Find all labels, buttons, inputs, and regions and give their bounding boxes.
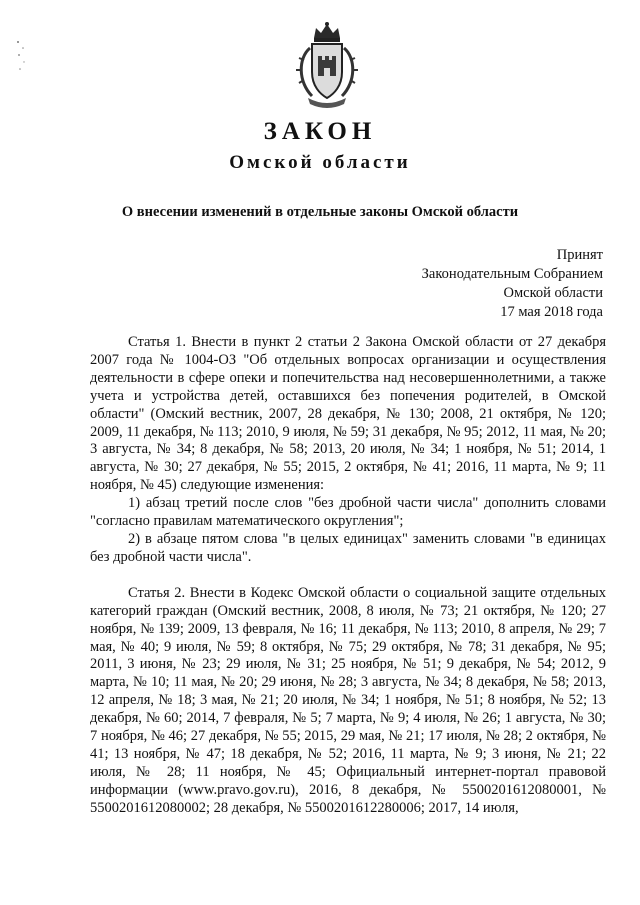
document-body (90, 334, 606, 818)
article-1-text: Статья 1. Внести в пункт 2 статьи 2 Закона Омской области от 27 декабря 2007 года № 1004-ОЗ "Об отдельных вопросах организации и осуществления деятельности в сфере опеки и попечительства над несовершеннолетними, а также учета и устройства детей, оставшихся без попечения родителей, в Омской области" (Омский вестник, 2007, 28 декабря, № 130; 2008, 21 октября, № 120; 2009, 11 декабря, № 113; 2010, 9 июля, № 59; 31 декабря, № 95; 2012, 11 мая, № 20; 3 августа, № 34; 8 декабря, № 58; 2013, 20 июля, № 34; 1 ноября, № 51; 2014, 1 августа, № 30; 27 декабря, № 55; 2015, 2 октября, № 41; 2016, 11 марта, № 9; 11 ноября, № 45) следующие изменения: (90, 334, 606, 494)
adoption-block (422, 246, 603, 322)
adoption-line: Законодательным Собранием (421, 266, 603, 282)
adoption-date: 17 мая 2018 года (500, 304, 603, 320)
law-name: О внесении изменений в отдельные законы Омской области (121, 204, 519, 220)
document-title: ЗАКОН (263, 118, 377, 145)
article-1-item-1: 1) абзац третий после слов "без дробной части числа" дополнить словами "согласно правилам математического округления"; (90, 495, 606, 530)
omsk-coat-of-arms-icon (290, 20, 364, 108)
article-2-text: Статья 2. Внести в Кодекс Омской области о социальной защите отдельных категорий граждан (Омский вестник, 2008, 8 июля, № 73; 21 октября, № 120; 27 ноября, № 139; 2009, 13 февраля, № 16; 11 декабря, № 113; 2010, 8 апреля, № 29; 7 мая, № 40; 9 июля, № 59; 8 октября, № 75; 29 октября, № 78; 31 декабря, № 95; 2011, 3 июня, № 23; 29 июля, № 31; 25 ноября, № 51; 9 декабря, № 54; 2012, 9 марта, № 10; 11 мая, № 20; 29 июня, № 28; 3 августа, № 34; 8 декабря, № 58; 2013, 12 апреля, № 18; 3 мая, № 21; 20 июля, № 34; 1 ноября, № 51; 8 ноября, № 52; 13 декабря, № 60; 2014, 7 февраля, № 5; 7 марта, № 9; 4 июля, № 26; 1 августа, № 30; 7 ноября, № 46; 27 декабря, № 55; 2015, 29 мая, № 21; 17 июля, № 28; 2 октября, № 41; 13 ноября, № 47; 18 декабря, № 52; 2016, 11 марта, № 9; 3 июня, № 21; 22 июля, № 28; 11 ноября, № 45; Официальный интернет-портал правовой информации (www.pravo.gov.ru), 2016, 8 декабря, № 5500201612080001, № 5500201612080002; 28 декабря, № 5500201612280006; 2017, 14 июля, (90, 584, 606, 816)
adoption-line: Омской области (503, 285, 603, 301)
scan-artifact-marks (14, 38, 28, 78)
document-subtitle: Омской области (229, 152, 411, 173)
adoption-line: Принят (556, 247, 603, 263)
article-1-item-2: 2) в абзаце пятом слова "в целых единицах" заменить словами "в единицах без дробной части числа". (90, 530, 606, 565)
